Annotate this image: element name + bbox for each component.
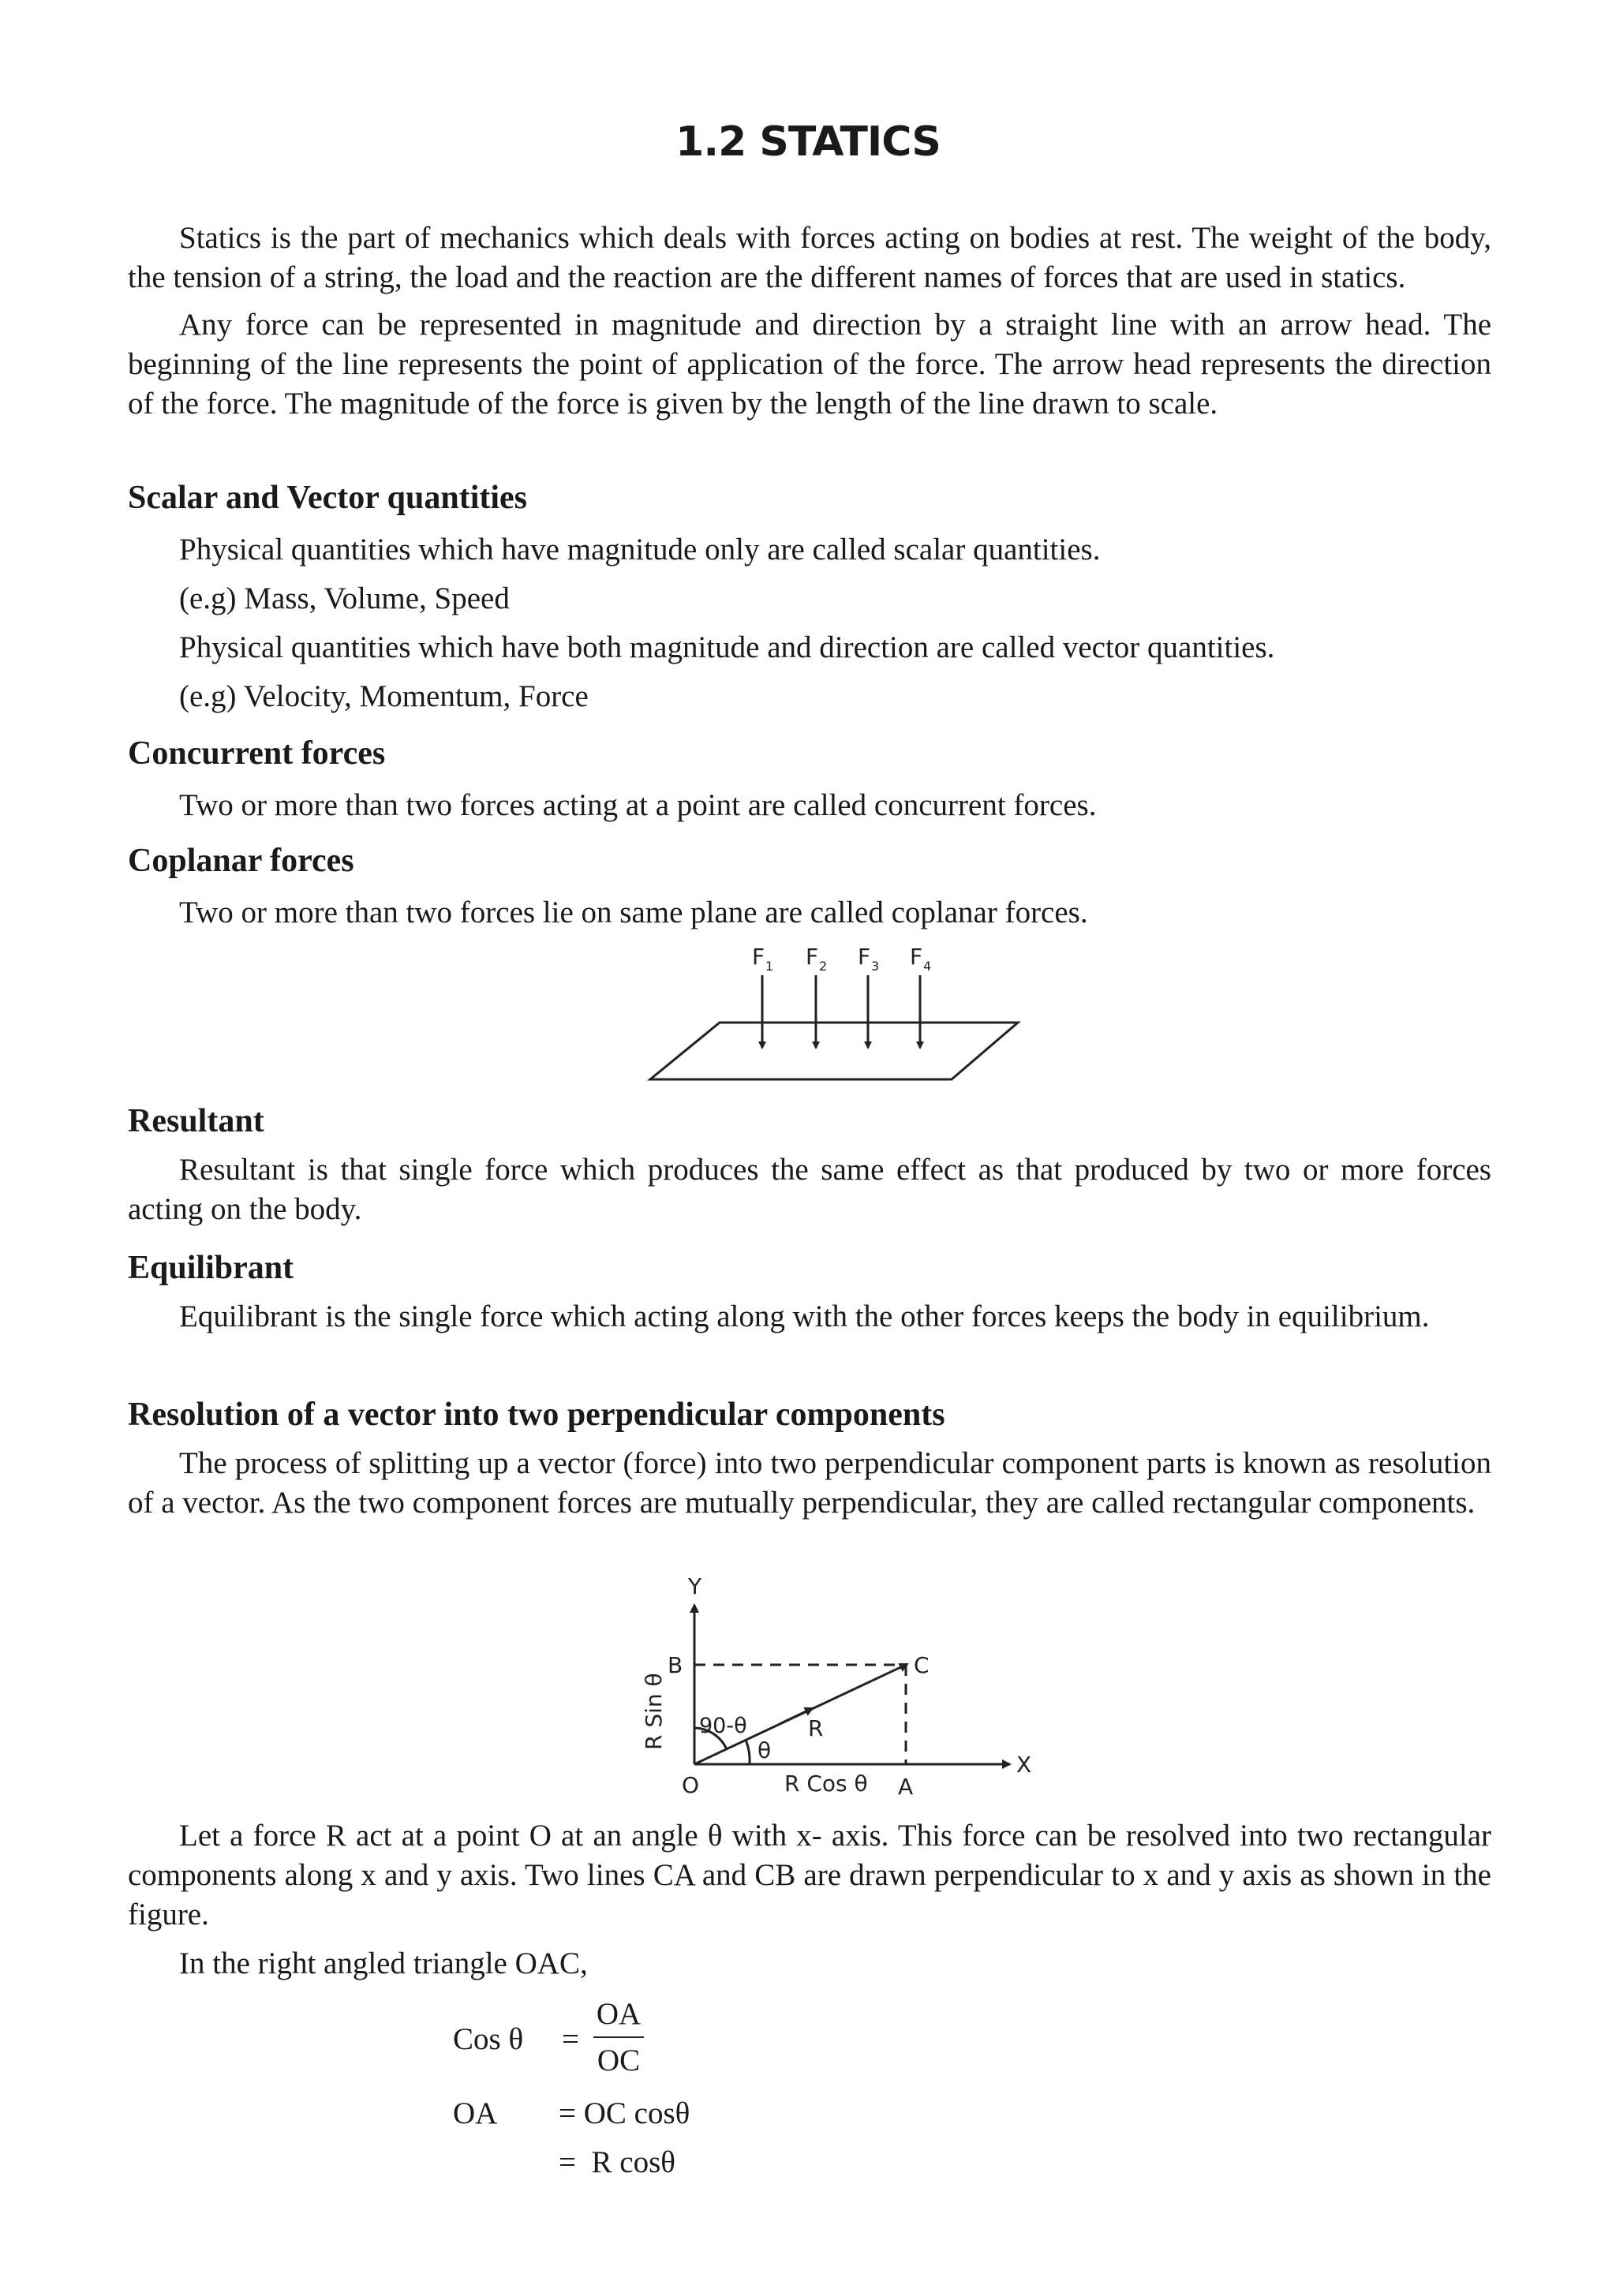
coplanar-heading: Coplanar forces [128,843,354,879]
vector-definition: Physical quantities which have both magnitude and direction are called vector quantities. [179,630,1275,664]
point-o-label: O [682,1772,700,1798]
force-label-f1: F [752,944,765,970]
resolution-heading: Resolution of a vector into two perpendicular components [128,1397,945,1433]
theta-label: θ [758,1737,772,1763]
r-sin-theta-label: R Sin θ [641,1673,667,1750]
oa-rhs-2: = R cosθ [559,2145,675,2179]
oa-lhs: OA [453,2096,498,2130]
intro-paragraph-2: Any force can be represented in magnitude and direction by a straight line with an arrow head. The beginning of the line represents the point of application of the force. The arrow head represents the direction of the force. The magnitude of the force is given by the length of the line drawn to scale. [128,308,1491,421]
oa-rhs-1: = OC cosθ [559,2096,690,2130]
force-subscript-4: 4 [923,959,932,974]
force-label-f4: F [910,944,923,970]
fraction-bar [593,2036,644,2038]
page-title: 1.2 STATICS [675,118,941,166]
resultant-r-label: R [808,1715,824,1741]
resultant-heading: Resultant [128,1103,264,1139]
r-cos-theta-label: R Cos θ [784,1771,868,1797]
point-b-label: B [668,1652,683,1678]
concurrent-definition: Two or more than two forces acting at a point are called concurrent forces. [179,788,1097,822]
scalar-examples: (e.g) Mass, Volume, Speed [179,581,510,615]
equals-sign: = [562,2022,579,2056]
point-c-label: C [914,1652,930,1678]
fraction-denominator: OC [597,2044,641,2077]
equilibrant-definition: Equilibrant is the single force which acting along with the other forces keeps the body in equilibrium. [179,1299,1430,1333]
explanation-paragraph: Let a force R act at a point O at an angle θ with x- axis. This force can be resolved into two rectangular components along x and y axis. Two lines CA and CB are drawn perpendicular to x and y axis as shown in the figure. [128,1819,1491,1931]
explanation-section [128,1816,1491,1984]
force-subscript-1: 1 [765,959,774,974]
force-subscript-2: 2 [819,959,828,974]
force-subscript-3: 3 [871,959,880,974]
resolution-definition: The process of splitting up a vector (force) into two perpendicular component parts is known as resolution of a vector. As the two component forces are mutually perpendicular, they are called rectangular components. [128,1446,1491,1520]
point-a-label: A [898,1774,914,1800]
ninety-minus-theta-label: 90-θ [699,1714,747,1738]
y-axis-label: Y [688,1573,702,1599]
x-axis-label: X [1016,1752,1032,1778]
cos-theta-lhs: Cos θ [453,2022,524,2056]
intro-paragraph-1: Statics is the part of mechanics which deals with forces acting on bodies at rest. The weight of the body, the tension of a string, the load and the reaction are the different names of forces that are used in statics. [128,221,1491,294]
vector-examples: (e.g) Velocity, Momentum, Force [179,679,589,713]
coplanar-definition: Two or more than two forces lie on same plane are called coplanar forces. [179,896,1088,929]
scalar-vector-heading: Scalar and Vector quantities [128,480,528,516]
fraction-numerator: OA [596,1997,642,2031]
resultant-definition: Resultant is that single force which produces the same effect as that produced by two or more forces acting on the body. [128,1153,1491,1226]
force-label-f2: F [806,944,819,970]
concurrent-heading: Concurrent forces [128,735,386,772]
equilibrant-heading: Equilibrant [128,1250,294,1286]
theta-arc [746,1740,750,1764]
triangle-intro: In the right angled triangle OAC, [179,1946,588,1980]
force-label-f3: F [858,944,871,970]
scalar-definition: Physical quantities which have magnitude only are called scalar quantities. [179,533,1101,567]
